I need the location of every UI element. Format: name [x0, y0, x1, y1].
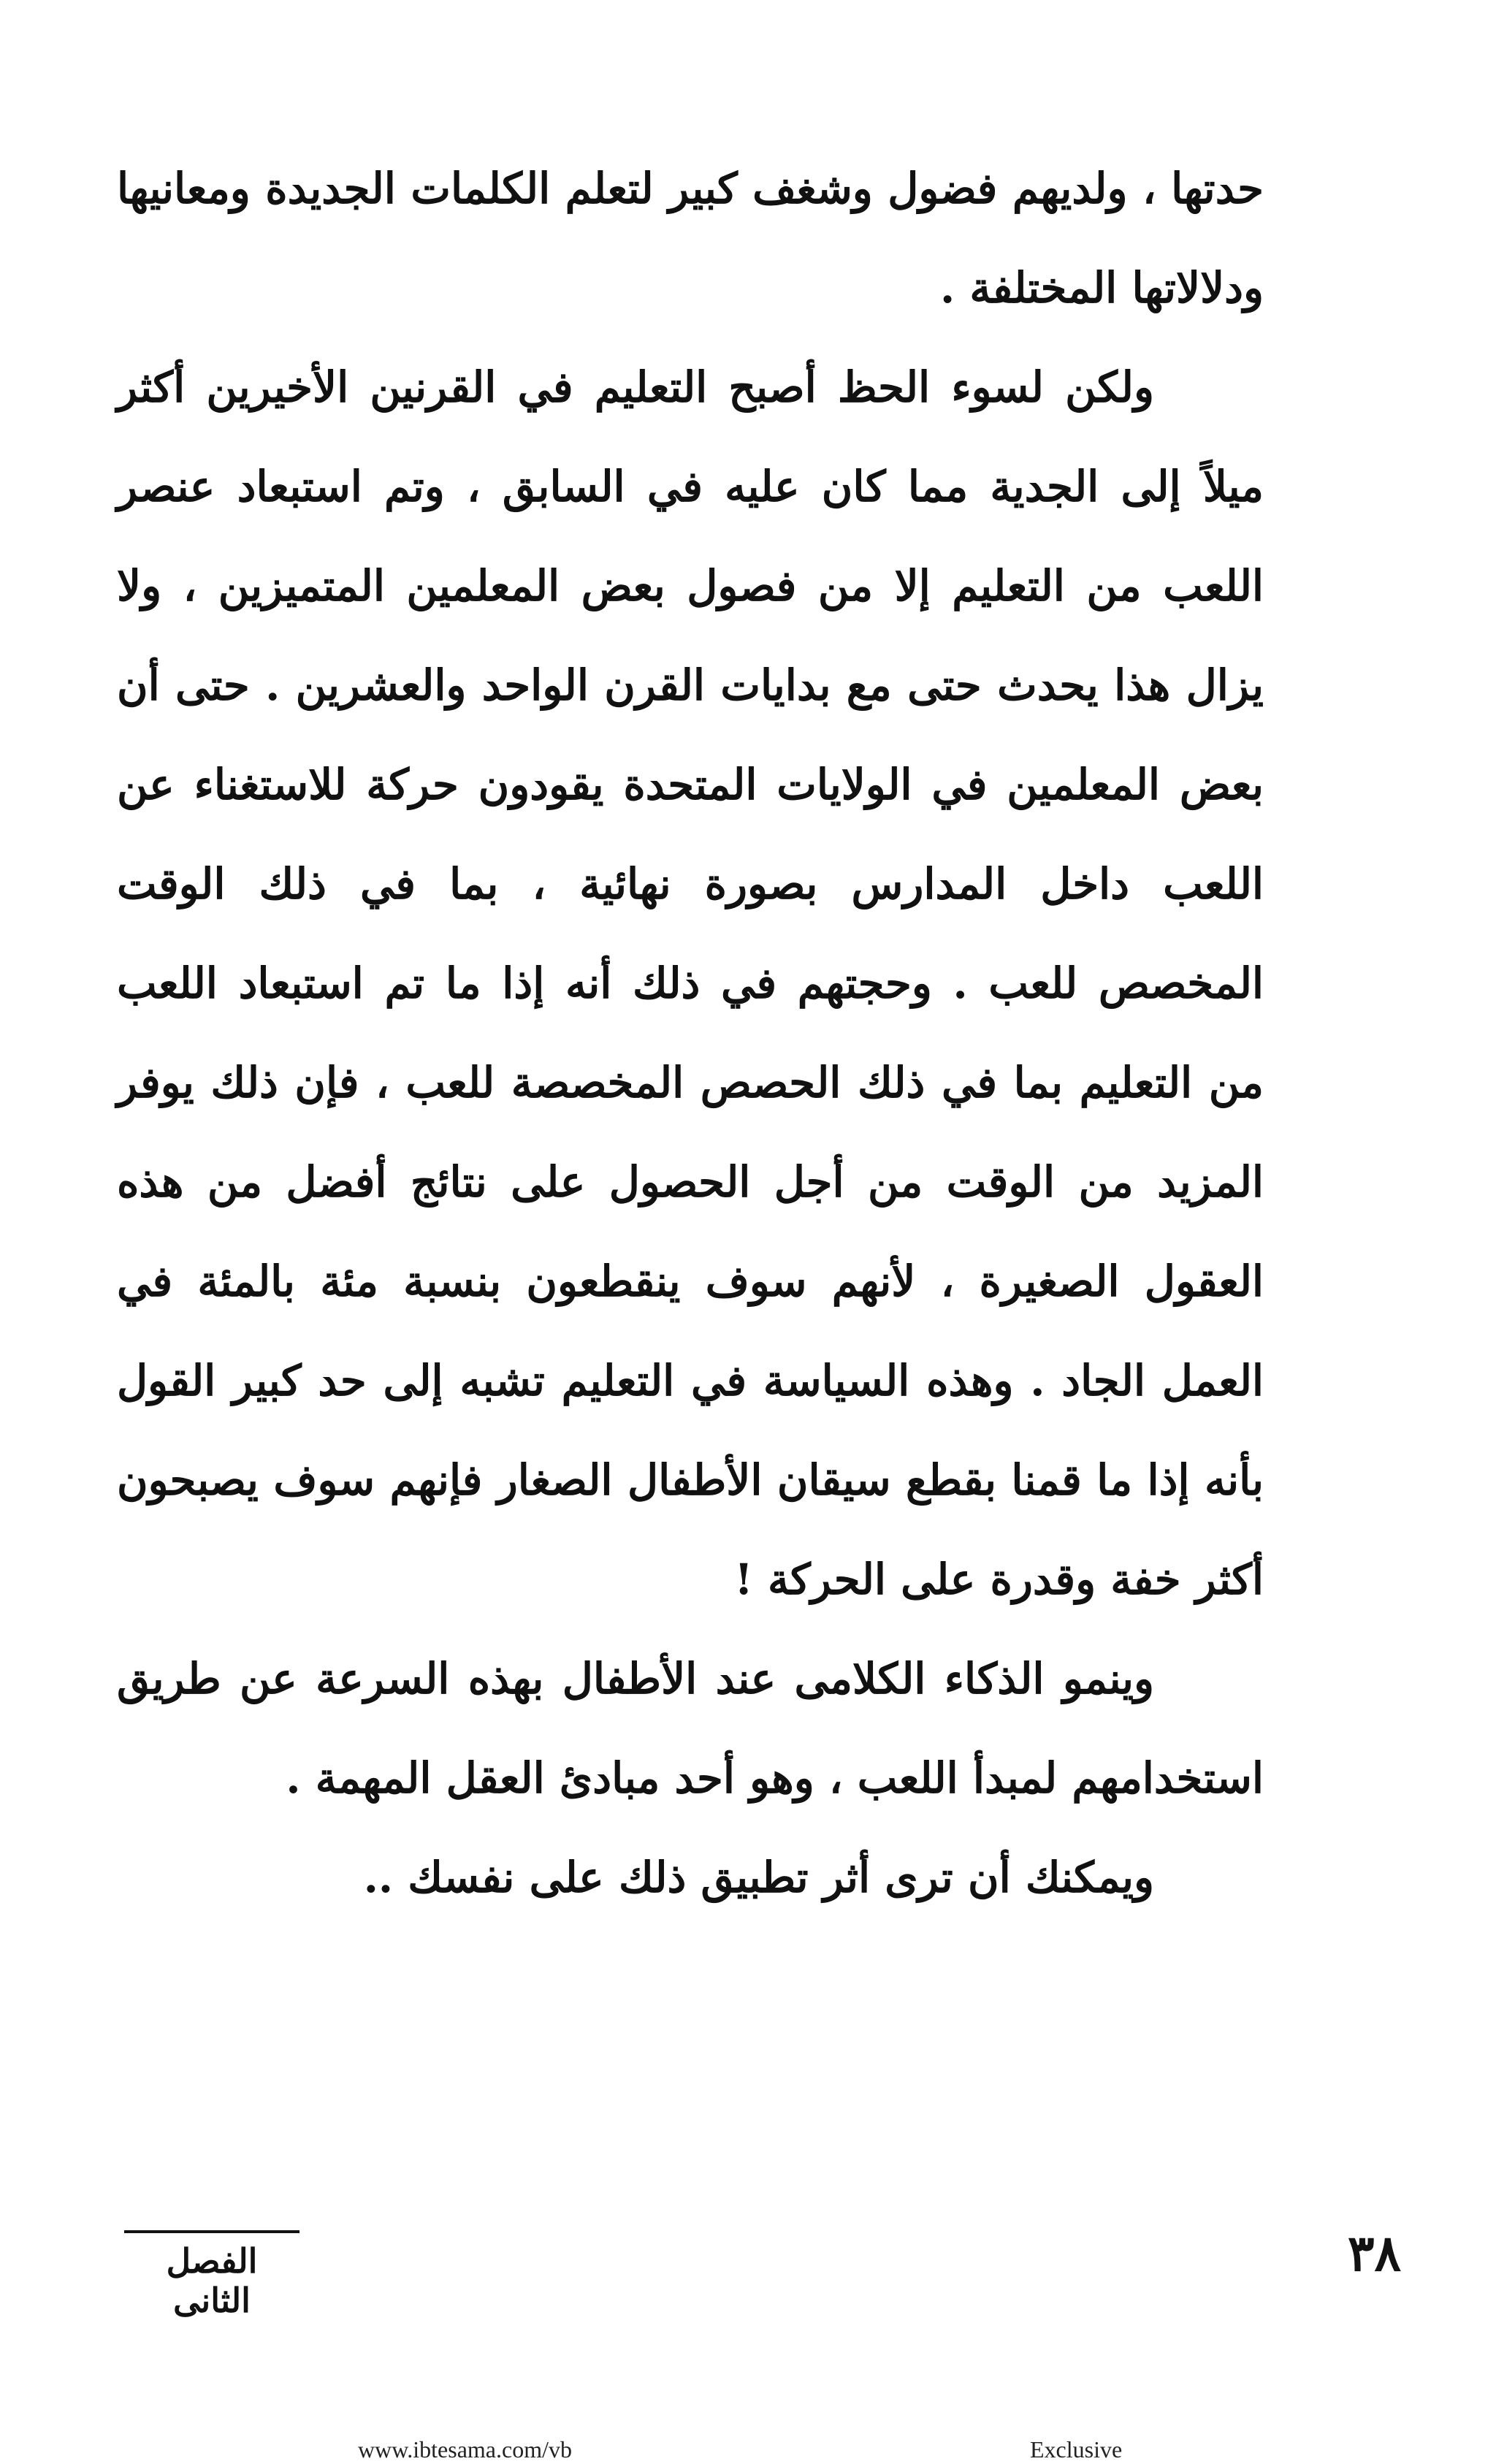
watermark-exclusive: Exclusive — [1030, 2436, 1123, 2463]
footer-rule — [124, 2230, 299, 2233]
paragraph-3: وينمو الذكاء الكلامى عند الأطفال بهذه السرعة عن طريق استخدامهم لمبدأ اللعب ، وهو أحد مبادئ العقل المهمة . — [117, 1654, 1264, 1803]
page-number: ٣٨ — [1347, 2224, 1401, 2283]
paragraph-2: ولكن لسوء الحظ أصبح التعليم في القرنين الأخيرين أكثر ميلاً إلى الجدية مما كان عليه في السابق ، وتم استبعاد عنصر اللعب من التعليم إلا من فصول بعض المعلمين المتميزين ، ولا يزال هذا يحدث حتى مع بدايات القرن الواحد والعشرين . حتى أن بعض المعلمين في الولايات المتحدة يقودون حركة للاستغناء عن اللعب داخل المدارس بصورة نهائية ، بما في ذلك الوقت المخصص للعب . وحجتهم في ذلك أنه إذا ما تم استبعاد اللعب من التعليم بما في ذلك الحصص المخصصة للعب ، فإن ذلك يوفر المزيد من الوقت من أجل الحصول على نتائج أفضل من هذه العقول الصغيرة ، لأنهم سوف ينقطعون بنسبة مئة بالمئة في العمل الجاد . وهذه السياسة في التعليم تشبه إلى حد كبير القول بأنه إذا ما قمنا بقطع سيقان الأطفال الصغار فإنهم سوف يصبحون أكثر خفة وقدرة على الحركة ! — [117, 362, 1264, 1604]
chapter-label: الفصل الثانى — [166, 2241, 258, 2320]
paragraph-1: حدتها ، ولديهم فضول وشغف كبير لتعلم الكلمات الجديدة ومعانيها ودلالاتها المختلفة . — [117, 164, 1264, 313]
watermark-url: www.ibtesama.com/vb — [358, 2436, 572, 2463]
body-text — [117, 139, 1264, 1927]
paragraph-4: ويمكنك أن ترى أثر تطبيق ذلك على نفسك .. — [363, 1853, 1154, 1902]
